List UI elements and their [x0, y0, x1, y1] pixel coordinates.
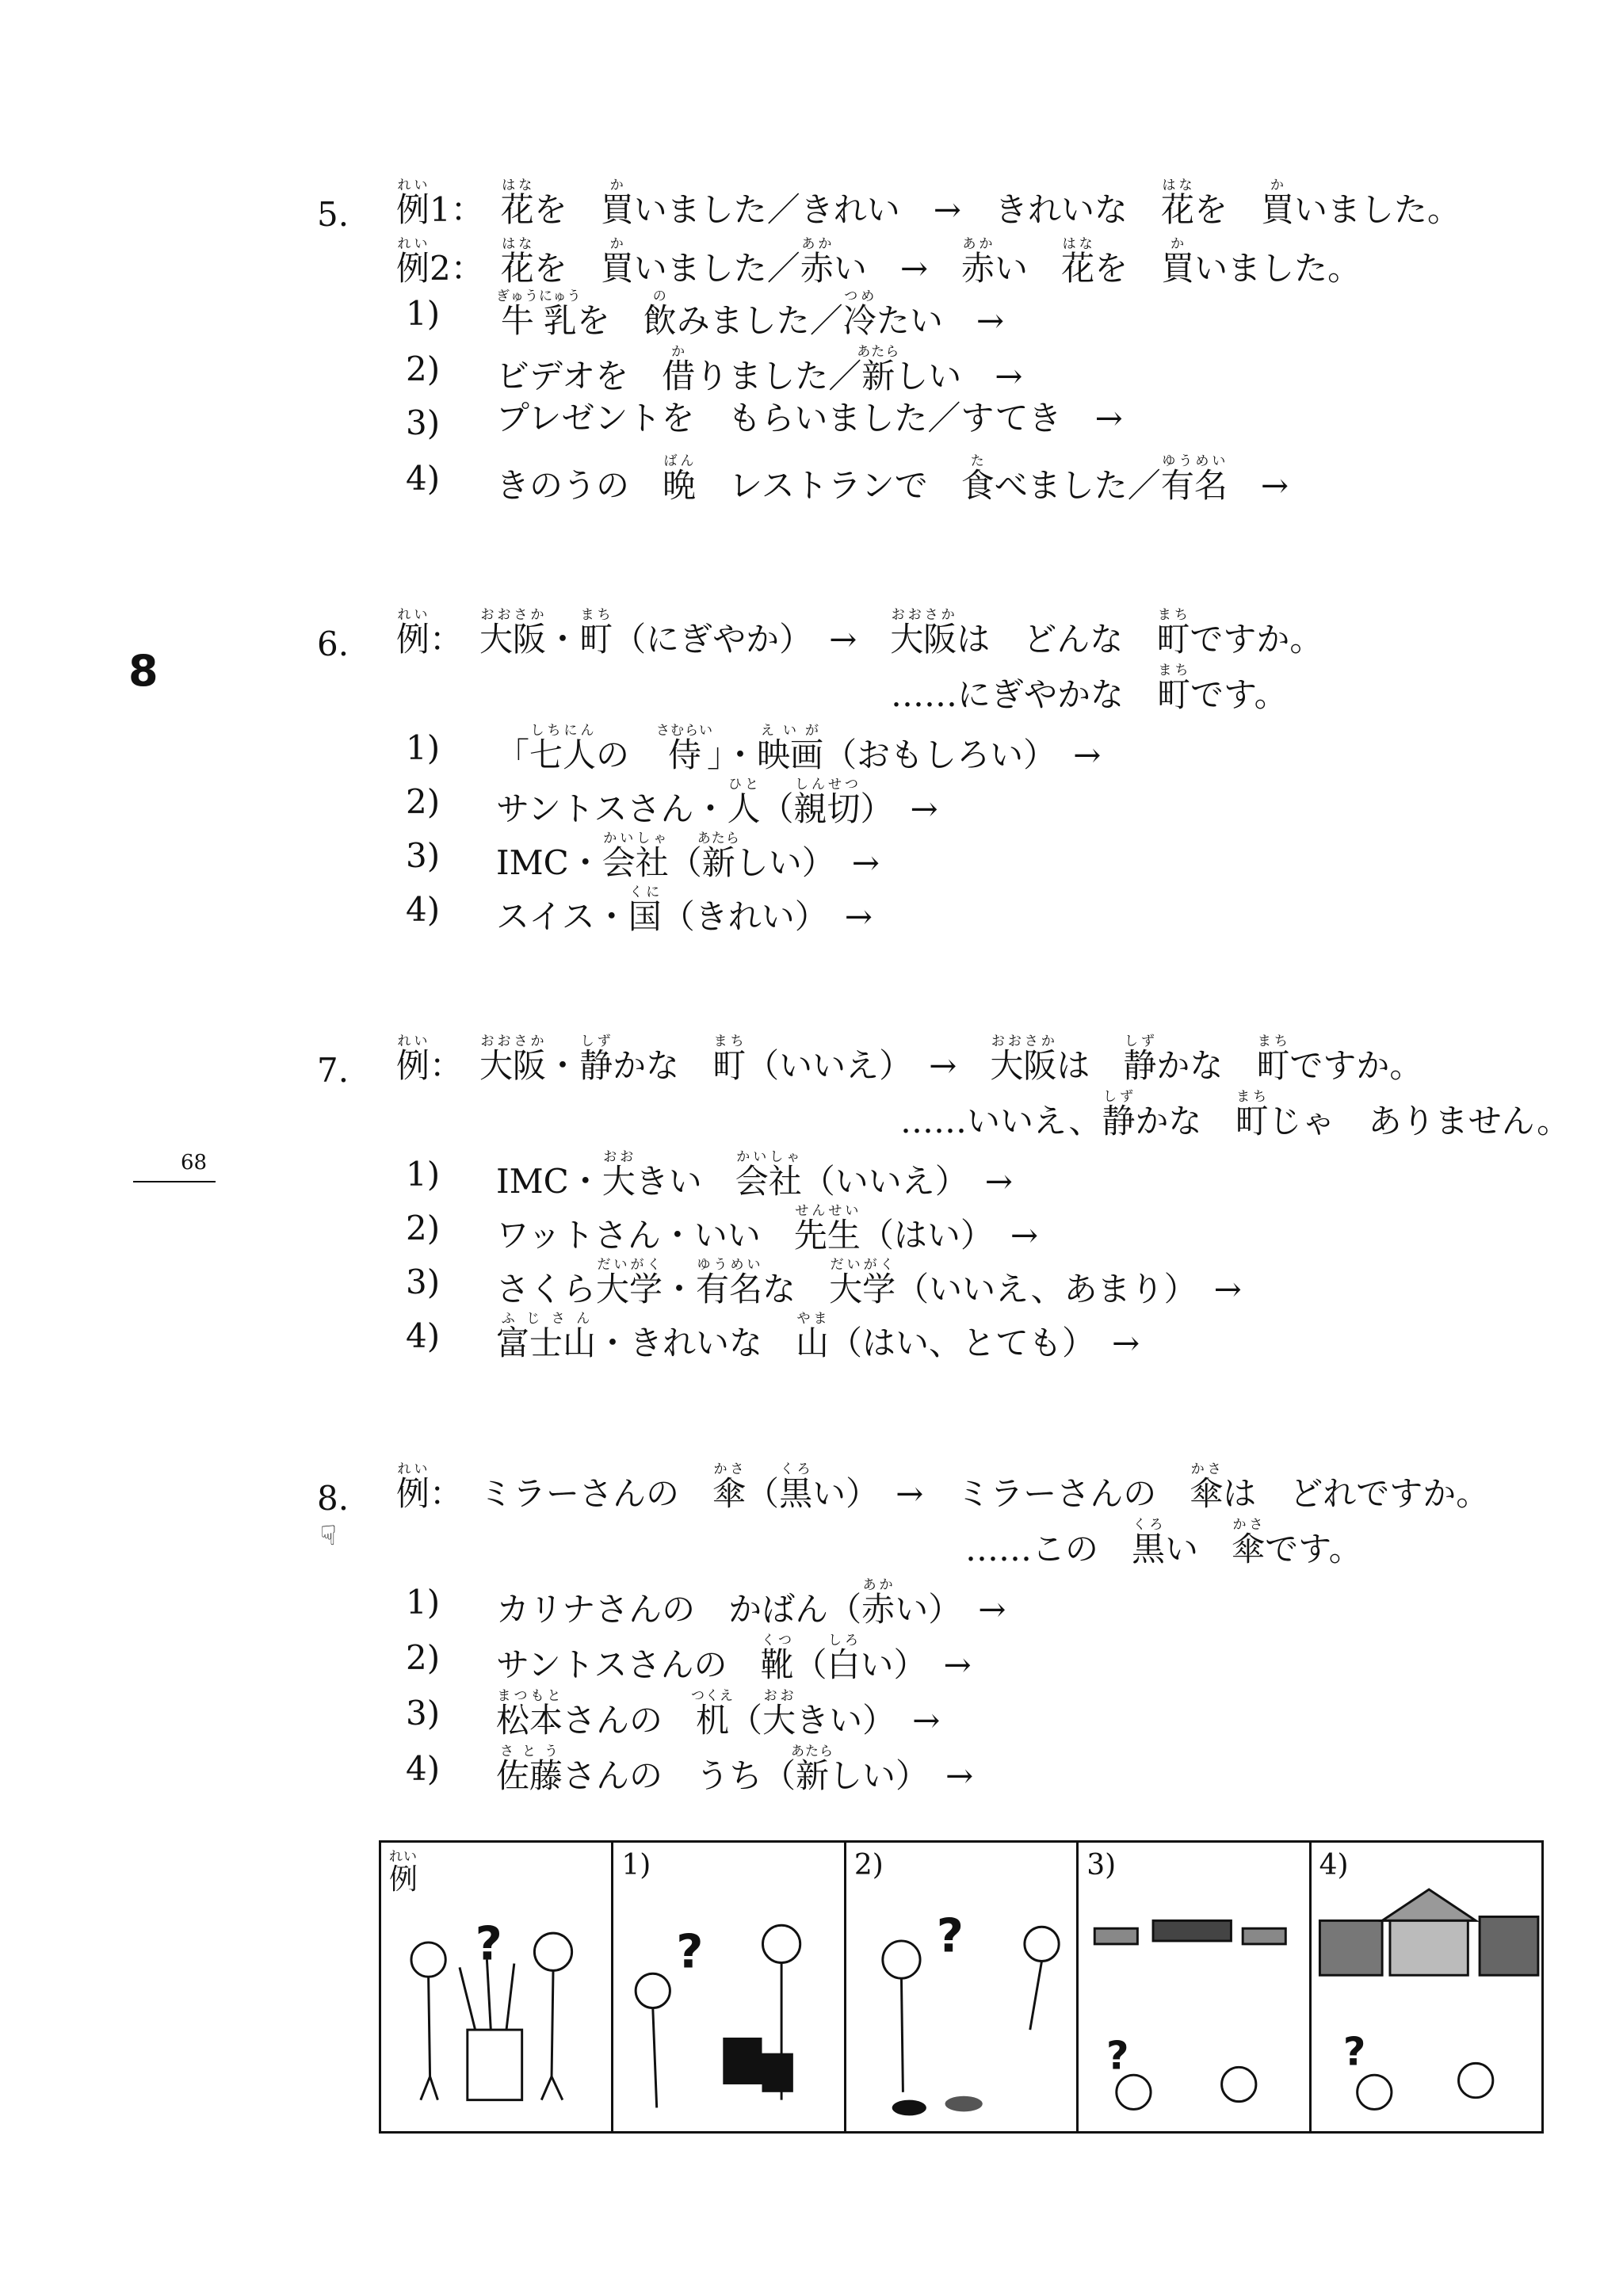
panel-1: [613, 1843, 846, 2131]
example-line: 例れい： 大阪おおさか・静しずかな 町まち（いいえ） → 大阪おおさかは 静しずかな 町まちですか。: [396, 1033, 1423, 1085]
item-text: 富士山ふじさん・きれいな 山やま（はい、とても） →: [496, 1311, 1140, 1362]
item-label: 2): [406, 1638, 441, 1677]
panel-4: [1312, 1843, 1541, 2131]
item-label: 4): [406, 1316, 441, 1355]
svg-text:?: ?: [936, 1908, 964, 1963]
item-label: 3): [406, 1263, 441, 1301]
svg-text:?: ?: [475, 1916, 502, 1971]
item-label: 1): [406, 1155, 441, 1194]
item-label: 3): [406, 836, 441, 875]
exercise-number: 8.: [317, 1479, 349, 1518]
page-number-rule: [133, 1181, 216, 1182]
item-label: 1): [406, 1583, 441, 1622]
panel-label: 1): [621, 1849, 651, 1881]
example-line: 例れい： 大阪おおさか・町まち（にぎやか） → 大阪おおさかは どんな 町まちですか。: [396, 607, 1323, 659]
item-text: 松本まつもとさんの 机つくえ（大おおきい） →: [496, 1688, 941, 1740]
item-text: 牛乳ぎゅうにゅうを 飲のみました／冷つめたい →: [496, 288, 1005, 340]
item-text: ワットさん・いい 先生せんせい（はい） →: [496, 1203, 1039, 1255]
item-text: IMC・会社かいしゃ（新あたらしい） →: [496, 831, 880, 882]
item-label: 2): [406, 1209, 441, 1247]
item-text: スイス・国くに（きれい） →: [496, 884, 873, 936]
svg-text:?: ?: [1106, 2032, 1129, 2079]
exercise-number: 5.: [317, 195, 349, 234]
svg-text:?: ?: [676, 1924, 704, 1979]
umbrella-stand-icon: [381, 1843, 611, 2131]
exercise-number: 7.: [317, 1051, 349, 1090]
panel-label: 2): [854, 1849, 884, 1881]
panel-label: 例れい: [389, 1849, 418, 1896]
item-text: サントスさん・人ひと（親切しんせつ） →: [496, 777, 938, 828]
item-label: 3): [406, 1694, 441, 1733]
bags-icon: [613, 1843, 843, 2131]
panel-2: [846, 1843, 1079, 2131]
item-text: 佐藤さとうさんの うち（新あたらしい） →: [496, 1744, 974, 1795]
panel-3: [1079, 1843, 1311, 2131]
item-text: きのうの 晩ばん レストランで 食たべました／有名ゆうめい →: [496, 453, 1289, 505]
item-label: 2): [406, 350, 441, 388]
shoes-icon: [846, 1843, 1076, 2131]
item-text: IMC・大おおきい 会社かいしゃ（いいえ） →: [496, 1149, 1013, 1201]
item-text: ビデオを 借かりました／新あたらしい →: [496, 344, 1023, 395]
picture-strip: [379, 1840, 1544, 2134]
exercise-number: 6.: [317, 625, 349, 663]
item-label: 4): [406, 1749, 441, 1788]
example-answer: ……にぎやかな 町まちです。: [891, 663, 1288, 714]
example-line: 例れい2： 花はなを 買かいました／赤あかい → 赤あかい 花はなを 買かいました。: [396, 236, 1361, 288]
chapter-number: 8: [128, 646, 158, 696]
panel-label: 3): [1086, 1849, 1117, 1881]
panel-label: 4): [1319, 1849, 1349, 1881]
item-text: 「七人しちにんの 侍さむらい」・映画えいが（おもしろい） →: [496, 723, 1102, 774]
item-label: 1): [406, 728, 441, 767]
item-text: さくら大学だいがく・有名ゆうめいな 大学だいがく（いいえ、あまり） →: [496, 1257, 1242, 1308]
item-label: 4): [406, 459, 441, 498]
panel-example: [381, 1843, 613, 2131]
desks-icon: [1079, 1843, 1308, 2131]
svg-text:?: ?: [1342, 2028, 1366, 2075]
item-label: 2): [406, 782, 441, 821]
houses-icon: [1312, 1843, 1541, 2131]
example-line: 例れい1： 花はなを 買かいました／きれい → きれいな 花はなを 買かいました。: [396, 178, 1461, 229]
example-line: 例れい： ミラーさんの 傘かさ（黒くろい） → ミラーさんの 傘かさは どれですか。: [396, 1461, 1490, 1513]
example-answer: ……いいえ、静しずかな 町まちじゃ ありません。: [900, 1089, 1571, 1140]
example-answer: ……この 黒くろい 傘かさです。: [965, 1517, 1362, 1568]
item-label: 4): [406, 890, 441, 929]
item-label: 1): [406, 294, 441, 333]
page-number: 68: [181, 1151, 208, 1175]
item-text: サントスさんの 靴くつ（白しろい） →: [496, 1633, 972, 1684]
pointing-hand-icon: ☟: [320, 1520, 337, 1552]
item-text: カリナさんの かばん（赤あかい） →: [496, 1577, 1006, 1629]
item-text: プレゼントを もらいました／すてき →: [496, 399, 1123, 437]
item-label: 3): [406, 403, 441, 442]
